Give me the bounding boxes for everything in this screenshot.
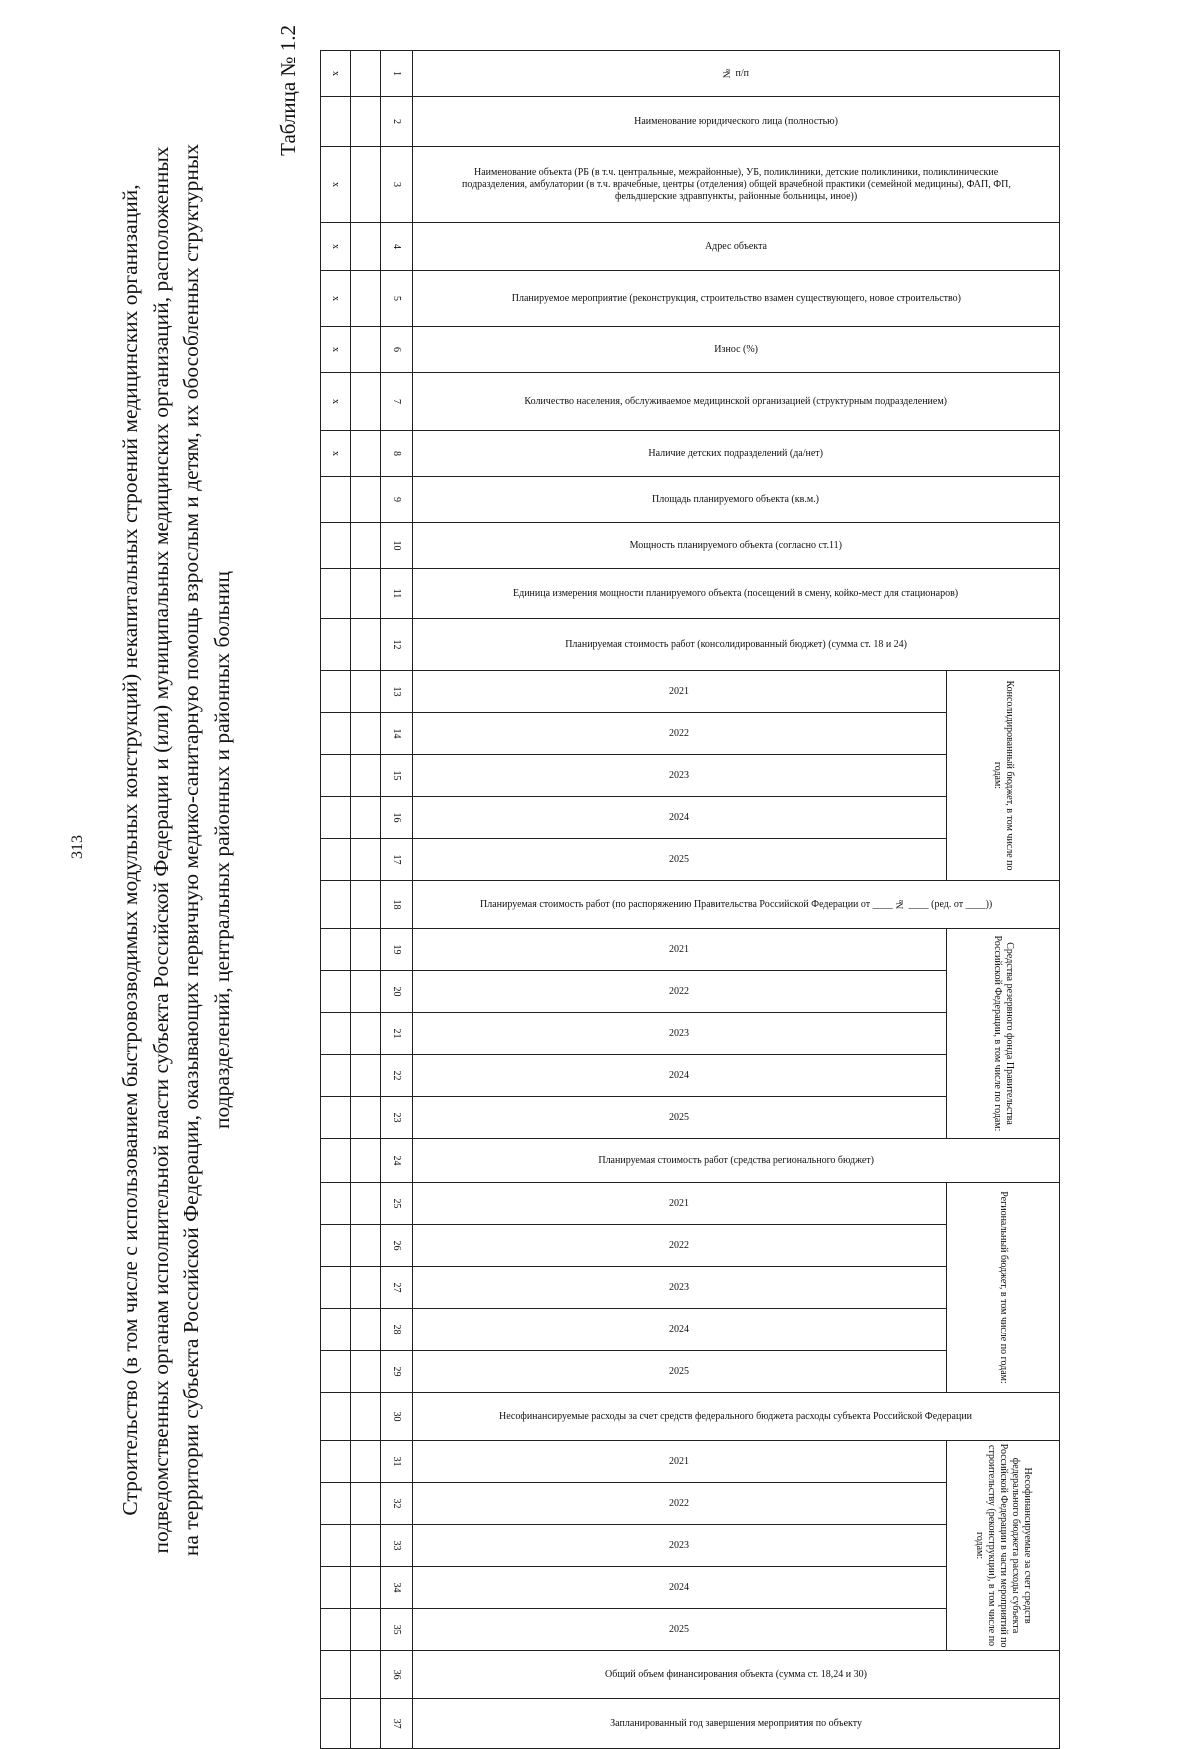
year-header: 2022 [412,713,946,755]
group-header-regional: Региональный бюджет, в том числе по годам: [946,1183,1059,1393]
table-cell [350,1309,380,1351]
column-number: 29 [380,1351,412,1393]
table-cell [321,1267,351,1309]
table-cell [321,713,351,755]
table-cell [350,971,380,1013]
column-number: 1 [380,51,412,97]
table-cell [350,271,380,327]
column-number: 20 [380,971,412,1013]
column-number: 23 [380,1097,412,1139]
table-cell [350,881,380,929]
table-cell [350,1351,380,1393]
table-cell [350,477,380,523]
table-cell [350,1651,380,1699]
year-header: 2021 [412,671,946,713]
column-number: 5 [380,271,412,327]
column-number: 4 [380,223,412,271]
column-number: 24 [380,1139,412,1183]
col-header-37: Запланированный год завершения мероприятия по объекту [412,1699,1059,1749]
col-header-7: Количество населения, обслуживаемое медицинской организацией (структурным подразделением) [412,373,1059,431]
year-header: 2024 [412,797,946,839]
col-header-10: Мощность планируемого объекта (согласно ст.11) [412,523,1059,569]
table-cell [350,1183,380,1225]
table-cell [350,1609,380,1651]
group-header-noncofinanced: Несофинансируемые за счет средств федерального бюджета расходы субъекта Российской Федерации в части мероприятий по строительству (реконструкции), в том числе по годам: [946,1441,1059,1651]
column-number: 28 [380,1309,412,1351]
column-number: 25 [380,1183,412,1225]
page-number: 313 [69,835,86,859]
column-number: 12 [380,619,412,671]
table-cell [321,97,351,147]
table-cell [350,797,380,839]
col-header-4: Адрес объекта [412,223,1059,271]
table-cell [321,1097,351,1139]
year-header: 2021 [412,1441,946,1483]
x-mark: х [321,147,351,223]
table-cell [350,1139,380,1183]
table-cell [321,929,351,971]
year-header: 2025 [412,1351,946,1393]
table-cell [350,713,380,755]
table-cell [321,1351,351,1393]
column-number: 22 [380,1055,412,1097]
column-number: 30 [380,1393,412,1441]
col-header-12: Планируемая стоимость работ (консолидированный бюджет) (сумма ст. 18 и 24) [412,619,1059,671]
year-header: 2024 [412,1567,946,1609]
table-cell [321,1013,351,1055]
table-cell [350,1483,380,1525]
table-cell [321,1055,351,1097]
table-cell [350,431,380,477]
column-number: 13 [380,671,412,713]
table-cell [321,1393,351,1441]
table-cell [321,1609,351,1651]
table-cell [350,223,380,271]
table-cell [350,839,380,881]
table-cell [321,1483,351,1525]
x-mark: х [321,223,351,271]
table-cell [350,619,380,671]
year-header: 2021 [412,1183,946,1225]
year-header: 2022 [412,1225,946,1267]
table-cell [350,1055,380,1097]
table-cell [321,1441,351,1483]
column-number: 8 [380,431,412,477]
table-cell [350,671,380,713]
table-cell [321,1225,351,1267]
group-header-reserve-fund: Средства резервного фонда Правительства Российской Федерации, в том числе по годам: [946,929,1059,1139]
table-cell [321,839,351,881]
column-number: 21 [380,1013,412,1055]
column-number: 7 [380,373,412,431]
col-header-24: Планируемая стоимость работ (средства регионального бюджет) [412,1139,1059,1183]
column-number: 36 [380,1651,412,1699]
x-mark: х [321,327,351,373]
title-line-2: подведомственных органам исполнительной власти субъекта Российской Федерации и (или) муниципальных медицинских организаций, расположенных [148,146,173,1554]
column-number: 26 [380,1225,412,1267]
year-header: 2024 [412,1309,946,1351]
empty-data-row [350,51,380,1749]
column-number: 6 [380,327,412,373]
col-header-3: Наименование объекта (РБ (в т.ч. центральные, межрайонные), УБ, поликлиники, детские поликлиники, поликлинические подразделения, амбулатории (в т.ч. врачебные, центры (отделения) общей врачебной практики (семейной медицины), ФАП, ФП, фельдшерские здравпункты, районные больницы, иное)) [412,147,1059,223]
table-cell [321,1309,351,1351]
col-header-8: Наличие детских подразделений (да/нет) [412,431,1059,477]
table-cell [350,1567,380,1609]
table-cell [350,1225,380,1267]
table-cell [321,523,351,569]
col-header-2: Наименование юридического лица (полностью) [412,97,1059,147]
column-number: 33 [380,1525,412,1567]
table-cell [350,1097,380,1139]
table-label: Таблица № 1.2 [276,25,300,156]
table-cell [321,1651,351,1699]
table-cell [350,1525,380,1567]
table-cell [350,1393,380,1441]
group-header-consolidated: Консолидированный бюджет, в том числе по годам: [946,671,1059,881]
table-cell [321,755,351,797]
year-header: 2023 [412,1525,946,1567]
table-cell [321,671,351,713]
table-cell [321,881,351,929]
table-cell [350,373,380,431]
column-number: 15 [380,755,412,797]
table-cell [350,1267,380,1309]
col-header-36: Общий объем финансирования объекта (сумма ст. 18,24 и 30) [412,1651,1059,1699]
column-number: 31 [380,1441,412,1483]
col-header-1: № п/п [412,51,1059,97]
table-cell [321,797,351,839]
column-number: 17 [380,839,412,881]
column-number: 37 [380,1699,412,1749]
year-header: 2023 [412,1267,946,1309]
table-cell [350,523,380,569]
col-header-6: Износ (%) [412,327,1059,373]
table-cell [321,1567,351,1609]
column-number: 19 [380,929,412,971]
column-number-row [380,51,412,1749]
table-cell [350,147,380,223]
table-cell [321,971,351,1013]
table-cell [321,569,351,619]
title-line-4: подразделений, центральных районных и районных больниц [209,571,234,1129]
financing-table [320,50,1060,1749]
year-header: 2022 [412,1483,946,1525]
year-header: 2022 [412,971,946,1013]
x-mark: х [321,431,351,477]
column-number: 27 [380,1267,412,1309]
title-line-3: на территории субъекта Российской Федерации, оказывающих первичную медико-санитарную помощь взрослым и детям, их обособленных структурных [179,143,203,1557]
col-header-5: Планируемое мероприятие (реконструкция, строительство взамен существующего, новое строительство) [412,271,1059,327]
table-cell [321,1699,351,1749]
column-number: 34 [380,1567,412,1609]
year-header: 2023 [412,755,946,797]
table-cell [321,477,351,523]
table-cell [321,1525,351,1567]
year-header: 2024 [412,1055,946,1097]
column-number: 10 [380,523,412,569]
table-cell [350,1441,380,1483]
col-header-11: Единица измерения мощности планируемого объекта (посещений в смену, койко-мест для стационаров) [412,569,1059,619]
table-cell [350,929,380,971]
col-header-9: Площадь планируемого объекта (кв.м.) [412,477,1059,523]
title-line-1: Строительство (в том числе с использованием быстровозводимых модульных конструкций) некапитальных строений медицинских организаций, [118,184,142,1516]
year-header: 2021 [412,929,946,971]
table-cell [350,755,380,797]
year-header: 2025 [412,839,946,881]
x-mark: х [321,373,351,431]
col-header-30: Несофинансируемые расходы за счет средств федерального бюджета расходы субъекта Российской Федерации [412,1393,1059,1441]
table-cell [350,1013,380,1055]
x-mark: х [321,51,351,97]
table-cell [350,569,380,619]
year-header: 2025 [412,1609,946,1651]
column-number: 16 [380,797,412,839]
column-number: 3 [380,147,412,223]
col-header-18: Планируемая стоимость работ (по распоряжению Правительства Российской Федерации от ____ № ____ (ред. от ____)) [412,881,1059,929]
table-cell [350,1699,380,1749]
table-cell [350,51,380,97]
year-header: 2023 [412,1013,946,1055]
column-number: 2 [380,97,412,147]
table-cell [321,1139,351,1183]
column-number: 18 [380,881,412,929]
column-number: 35 [380,1609,412,1651]
table-cell [350,97,380,147]
column-number: 32 [380,1483,412,1525]
table-cell [350,327,380,373]
table-cell [321,1183,351,1225]
year-header: 2025 [412,1097,946,1139]
x-mark: х [321,271,351,327]
table-cell [321,619,351,671]
x-mark-row [321,51,351,1749]
column-number: 14 [380,713,412,755]
column-number: 9 [380,477,412,523]
column-number: 11 [380,569,412,619]
